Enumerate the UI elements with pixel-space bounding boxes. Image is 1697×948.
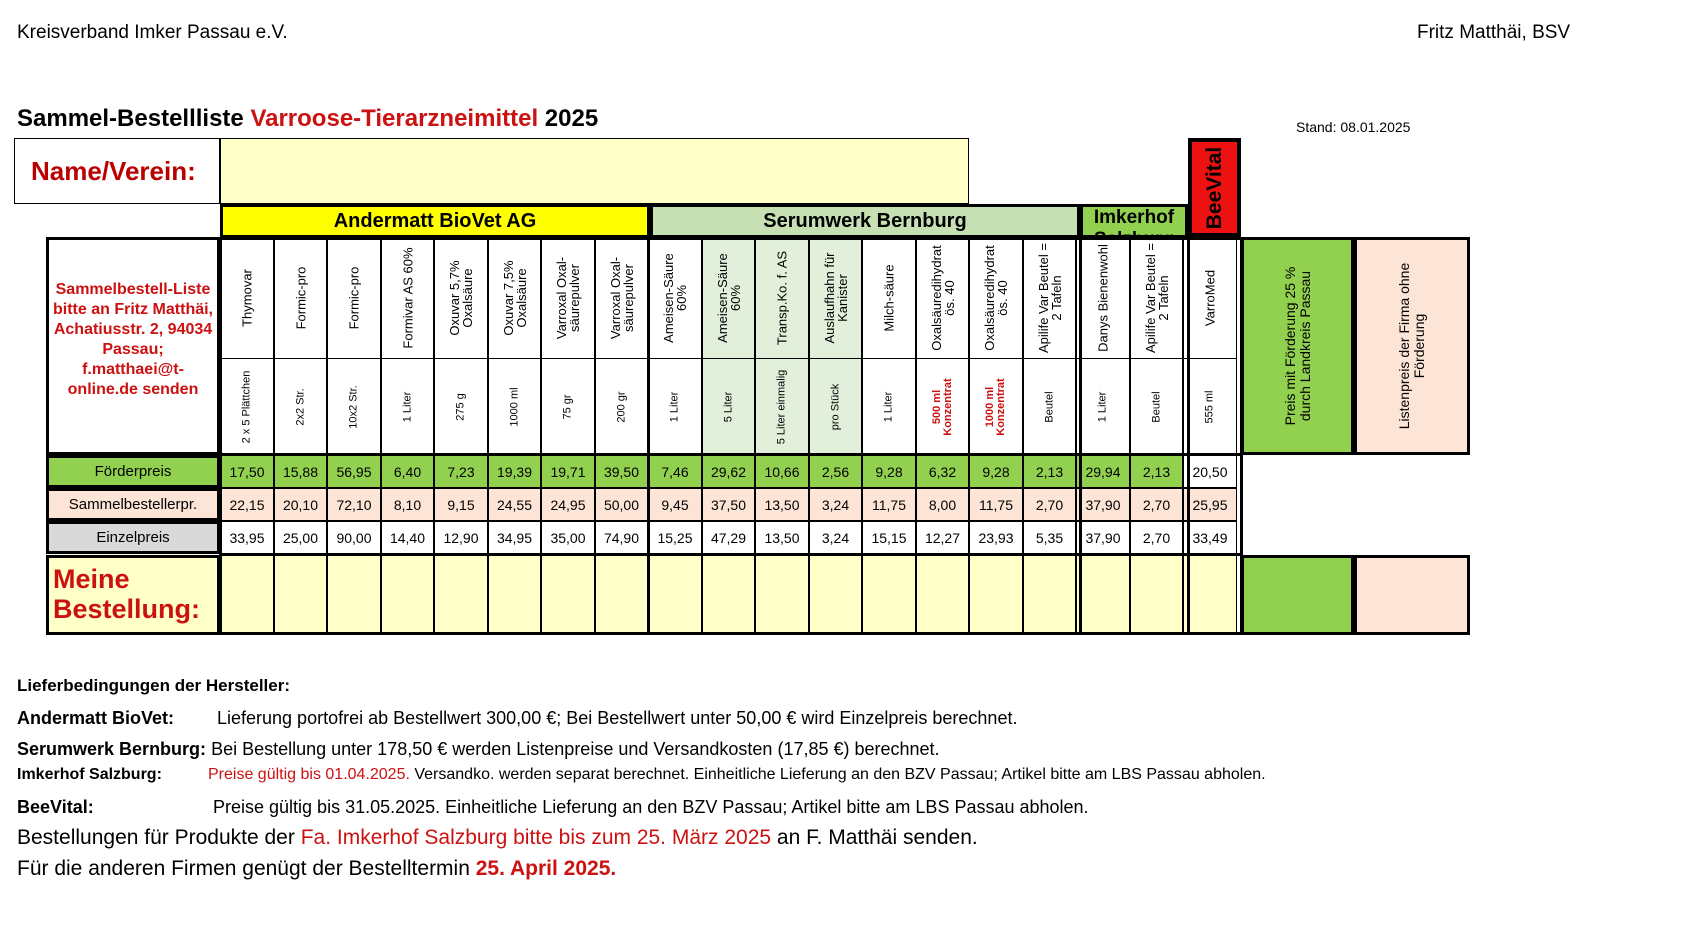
product-name-cell — [649, 238, 701, 359]
order-quantity-cell[interactable] — [702, 555, 755, 635]
product-size-cell — [542, 358, 594, 456]
price-cell: 37,50 — [702, 488, 755, 521]
product-size-cell — [382, 358, 433, 456]
product-name: Oxuvar 7,5% Oxalsäure — [500, 260, 529, 336]
product-name: Transp.Ko. f. AS — [774, 250, 790, 346]
footer-line6-a: Für die anderen Firmen genügt der Bestelltermin — [17, 857, 476, 880]
footer-beevital-text: Preise gültig bis 31.05.2025. Einheitliche Lieferung an den BZV Passau; Artikel bitte am LBS Passau abholen. — [213, 797, 1089, 817]
product-name-cell — [382, 238, 433, 359]
price-cell: 5,35 — [1023, 521, 1076, 554]
product-name: Milch-säure — [881, 264, 897, 332]
order-quantity-cell[interactable] — [1023, 555, 1076, 635]
group-beevital — [1188, 138, 1241, 237]
price-cell: 7,23 — [434, 455, 488, 488]
order-quantity-cell[interactable] — [327, 555, 381, 635]
order-total-foerderung[interactable] — [1241, 555, 1354, 635]
price-cell: 35,00 — [541, 521, 595, 554]
footer-beevital-label: BeeVital: — [17, 797, 94, 817]
order-quantity-cell[interactable] — [1076, 555, 1130, 635]
product-size: 5 Liter einmalig — [775, 369, 788, 445]
price-cell: 20,10 — [274, 488, 327, 521]
price-cell: 56,95 — [327, 455, 381, 488]
order-quantity-cell[interactable] — [595, 555, 648, 635]
order-label: Meine Bestellung: — [46, 555, 220, 635]
product-size-cell — [1024, 358, 1075, 456]
price-cell: 6,32 — [916, 455, 969, 488]
price-col-liste — [1354, 237, 1470, 455]
product-column — [595, 237, 648, 455]
name-input[interactable] — [220, 138, 969, 204]
price-cell: 15,88 — [274, 455, 327, 488]
product-size: 1 Liter — [882, 391, 895, 423]
price-cell: 9,15 — [434, 488, 488, 521]
product-name: Apilife Var Beutel = 2 Tafeln — [1035, 243, 1064, 353]
product-name: Formic-pro — [293, 266, 308, 330]
product-size-cell — [275, 358, 326, 456]
title-part-2: Varroose-Tierarzneimittel — [250, 105, 539, 132]
product-name-cell — [221, 238, 273, 359]
footer-line6-red: 25. April 2025. — [475, 857, 617, 880]
product-size: 500 ml Konzentrat — [930, 378, 954, 436]
stand-date: Stand: 08.01.2025 — [1296, 119, 1411, 135]
footer-line5-b: an F. Matthäi senden. — [771, 826, 978, 849]
product-size-cell — [649, 358, 701, 456]
product-size: 10x2 Str. — [347, 385, 360, 429]
info-label: Sammelbestell-Liste bitte an Fritz Matthäi, Achatiusstr. 2, 94034 Passau; f.matthaei@t-online.de senden — [46, 237, 220, 455]
product-column — [1183, 237, 1237, 455]
organization-name: Kreisverband Imker Passau e.V. — [17, 22, 288, 43]
product-size: 2 x 5 Plättchen — [240, 370, 253, 444]
product-size-cell — [1184, 358, 1236, 456]
price-cell: 24,55 — [488, 488, 541, 521]
price-cell: 2,13 — [1130, 455, 1183, 488]
group-serumwerk: Serumwerk Bernburg — [650, 204, 1080, 238]
group-beevital-label: BeeVital — [1202, 146, 1226, 229]
footer-andermatt — [17, 708, 1018, 729]
product-name-cell — [275, 238, 326, 359]
group-imkerhof: Imkerhof — [1080, 204, 1188, 238]
product-name-cell — [489, 238, 540, 359]
product-size: pro Stück — [829, 383, 841, 431]
price-cell: 15,25 — [648, 521, 702, 554]
product-size: Beutel — [1043, 391, 1055, 423]
frame-line — [220, 553, 1241, 556]
price-cell: 33,95 — [220, 521, 274, 554]
price-cell: 6,40 — [381, 455, 434, 488]
frame-line — [220, 453, 1241, 456]
product-size-cell — [489, 358, 540, 456]
product-column — [916, 237, 969, 455]
product-name: Formivar AS 60% — [400, 247, 415, 349]
product-size: Beutel — [1150, 391, 1162, 423]
product-size: 200 gr — [615, 391, 627, 423]
product-name: Thymovar — [239, 269, 255, 327]
product-name-cell — [1077, 238, 1129, 359]
product-size: 1 Liter — [401, 391, 413, 423]
price-cell: 33,49 — [1183, 521, 1237, 554]
product-name: VarroMed — [1202, 269, 1218, 327]
price-cell: 8,00 — [916, 488, 969, 521]
group-divider — [1187, 237, 1190, 635]
product-name-cell — [863, 238, 915, 359]
order-quantity-cell[interactable] — [381, 555, 434, 635]
price-col-foerderung-label: Preis mit Förderung 25 % durch Landkreis Passau — [1281, 266, 1313, 426]
product-column — [381, 237, 434, 455]
product-column — [327, 237, 381, 455]
price-cell: 13,50 — [755, 488, 809, 521]
group-divider — [1079, 237, 1082, 635]
order-quantity-cell[interactable] — [541, 555, 595, 635]
price-cell: 10,66 — [755, 455, 809, 488]
order-quantity-cell[interactable] — [274, 555, 327, 635]
price-cell: 20,50 — [1183, 455, 1237, 488]
product-name: Ameisen-Säure 60% — [661, 253, 689, 343]
product-name-cell — [917, 238, 968, 359]
price-cell: 2,70 — [1023, 488, 1076, 521]
product-size-cell — [221, 358, 273, 456]
product-size-cell — [435, 358, 487, 456]
product-size: 1000 ml — [508, 387, 520, 427]
product-size: 1 Liter — [1096, 391, 1109, 423]
product-name: Formic-pro — [346, 266, 362, 330]
product-column — [274, 237, 327, 455]
price-cell: 25,95 — [1183, 488, 1237, 521]
price-cell: 2,70 — [1130, 488, 1183, 521]
product-size: 555 ml — [1203, 390, 1216, 424]
price-cell: 13,50 — [755, 521, 809, 554]
price-cell: 3,24 — [809, 488, 862, 521]
group-andermatt: Andermatt BioVet AG — [220, 204, 650, 238]
product-size: 275 g — [454, 393, 467, 421]
footer-serumwerk — [17, 739, 940, 760]
product-size-cell — [970, 358, 1022, 456]
price-cell: 29,62 — [702, 455, 755, 488]
product-name: Auslaufhahn für Kanister — [821, 252, 850, 344]
product-name-cell — [756, 238, 808, 359]
footer-imkerhof-label: Imkerhof Salzburg: — [17, 766, 162, 783]
product-name-cell — [328, 238, 380, 359]
price-cell: 2,13 — [1023, 455, 1076, 488]
title-part-1: Sammel-Bestellliste — [17, 105, 251, 132]
product-name-cell — [542, 238, 594, 359]
product-size-cell — [917, 358, 968, 456]
footer-serumwerk-text: Bei Bestellung unter 178,50 € werden Listenpreise und Versandkosten (17,85 €) berechnet. — [211, 739, 940, 759]
product-column — [755, 237, 809, 455]
footer-imkerhof — [17, 766, 1266, 784]
order-quantity-cell[interactable] — [648, 555, 702, 635]
product-name-cell — [810, 238, 861, 359]
price-cell: 9,28 — [969, 455, 1023, 488]
price-cell: 9,28 — [862, 455, 916, 488]
footer-andermatt-label: Andermatt BioVet: — [17, 708, 175, 728]
product-size-cell — [596, 358, 647, 456]
product-name-cell — [703, 238, 754, 359]
product-size-cell — [328, 358, 380, 456]
product-column — [648, 237, 702, 455]
order-quantity-cell[interactable] — [862, 555, 916, 635]
product-size-cell — [756, 358, 808, 456]
product-column — [434, 237, 488, 455]
price-cell: 2,56 — [809, 455, 862, 488]
product-size: 2x2 Str. — [294, 388, 306, 426]
price-cell: 2,70 — [1130, 521, 1183, 554]
product-column — [969, 237, 1023, 455]
product-name-cell — [1131, 238, 1182, 359]
product-size-cell — [703, 358, 754, 456]
price-cell: 90,00 — [327, 521, 381, 554]
price-cell: 25,00 — [274, 521, 327, 554]
price-cell: 29,94 — [1076, 455, 1130, 488]
product-size: 75 gr — [561, 394, 574, 420]
price-cell: 14,40 — [381, 521, 434, 554]
product-column — [541, 237, 595, 455]
title-part-3: 2025 — [538, 105, 599, 132]
product-size: 5 Liter — [722, 391, 734, 423]
footer-andermatt-text: Lieferung portofrei ab Bestellwert 300,00 €; Bei Bestellwert unter 50,00 € wird Einzelpreis berechnet. — [217, 708, 1018, 728]
page-title — [17, 105, 598, 133]
price-cell: 3,24 — [809, 521, 862, 554]
price-cell: 22,15 — [220, 488, 274, 521]
product-column — [1023, 237, 1076, 455]
product-size-cell — [1077, 358, 1129, 456]
order-quantity-cell[interactable] — [809, 555, 862, 635]
product-size-cell — [863, 358, 915, 456]
order-quantity-cell[interactable] — [755, 555, 809, 635]
price-cell: 15,15 — [862, 521, 916, 554]
footer-line6 — [17, 857, 616, 881]
group-divider — [647, 237, 650, 635]
product-name: Ameisen-Säure 60% — [714, 253, 743, 343]
price-cell: 34,95 — [488, 521, 541, 554]
product-name-cell — [596, 238, 647, 359]
footer-line5-a: Bestellungen für Produkte der — [17, 826, 301, 849]
product-size-cell — [810, 358, 861, 456]
product-name-cell — [970, 238, 1022, 359]
product-name: Oxalsäuredihydrat ös. 40 — [982, 245, 1010, 351]
price-col-liste-label: Listenpreis der Firma ohne Förderung — [1396, 262, 1427, 430]
footer-heading: Lieferbedingungen der Hersteller: — [17, 676, 290, 695]
order-total-liste[interactable] — [1354, 555, 1470, 635]
footer-line5-red: Fa. Imkerhof Salzburg bitte bis zum 25. März 2025 — [300, 826, 772, 849]
product-name-cell — [435, 238, 487, 359]
row-label-einzelpreis: Einzelpreis — [46, 521, 220, 554]
price-cell: 19,71 — [541, 455, 595, 488]
product-name: Oxalsäuredihydrat ös. 40 — [928, 245, 957, 351]
price-cell: 8,10 — [381, 488, 434, 521]
product-name-cell — [1184, 238, 1236, 359]
row-label-foerderpreis: Förderpreis — [46, 455, 220, 488]
price-cell: 12,90 — [434, 521, 488, 554]
price-cell: 37,90 — [1076, 488, 1130, 521]
product-column — [862, 237, 916, 455]
price-cell: 11,75 — [862, 488, 916, 521]
contact-name: Fritz Matthäi, BSV — [1417, 22, 1571, 43]
price-cell: 17,50 — [220, 455, 274, 488]
price-cell: 9,45 — [648, 488, 702, 521]
footer-serumwerk-label: Serumwerk Bernburg: — [17, 739, 207, 759]
price-col-foerderung — [1241, 237, 1354, 455]
footer-imkerhof-text: Versandko. werden separat berechnet. Einheitliche Lieferung an den BZV Passau; Artikel bitte am LBS Passau abholen. — [409, 766, 1266, 783]
product-column — [1130, 237, 1183, 455]
product-name-cell — [1024, 238, 1075, 359]
order-quantity-cell[interactable] — [916, 555, 969, 635]
footer-line5 — [17, 826, 978, 850]
price-cell: 23,93 — [969, 521, 1023, 554]
product-size-cell — [1131, 358, 1182, 456]
product-column — [220, 237, 274, 455]
product-name: Danys Bienenwohl — [1095, 244, 1111, 352]
name-label: Name/Verein: — [14, 138, 220, 204]
footer-imkerhof-red: Preise gültig bis 01.04.2025. — [208, 766, 410, 783]
order-quantity-cell[interactable] — [969, 555, 1023, 635]
product-name: Oxuvar 5,7% Oxalsäure — [447, 260, 475, 336]
price-cell: 72,10 — [327, 488, 381, 521]
price-cell: 74,90 — [595, 521, 648, 554]
product-name: Varroxal Oxal-säurepulver — [554, 256, 582, 340]
product-name: Varroxal Oxal-säurepulver — [607, 256, 636, 340]
price-cell: 39,50 — [595, 455, 648, 488]
order-quantity-cell[interactable] — [1183, 555, 1237, 635]
product-size: 1 Liter — [668, 391, 681, 423]
product-name: Apilife Var Beutel = 2 Tafeln — [1142, 243, 1171, 353]
product-column — [488, 237, 541, 455]
price-cell: 19,39 — [488, 455, 541, 488]
product-size: 1000 ml Konzentrat — [984, 378, 1007, 436]
footer-beevital — [17, 797, 1089, 818]
price-cell: 11,75 — [969, 488, 1023, 521]
price-cell: 12,27 — [916, 521, 969, 554]
product-column — [702, 237, 755, 455]
order-quantity-cell[interactable] — [220, 555, 274, 635]
price-cell: 24,95 — [541, 488, 595, 521]
price-cell: 7,46 — [648, 455, 702, 488]
price-cell: 47,29 — [702, 521, 755, 554]
order-quantity-cell[interactable] — [1130, 555, 1183, 635]
order-quantity-cell[interactable] — [434, 555, 488, 635]
product-column — [1076, 237, 1130, 455]
product-column — [809, 237, 862, 455]
row-label-sammelbesteller: Sammelbestellerpr. — [46, 488, 220, 521]
order-quantity-cell[interactable] — [488, 555, 541, 635]
price-cell: 37,90 — [1076, 521, 1130, 554]
price-cell: 50,00 — [595, 488, 648, 521]
